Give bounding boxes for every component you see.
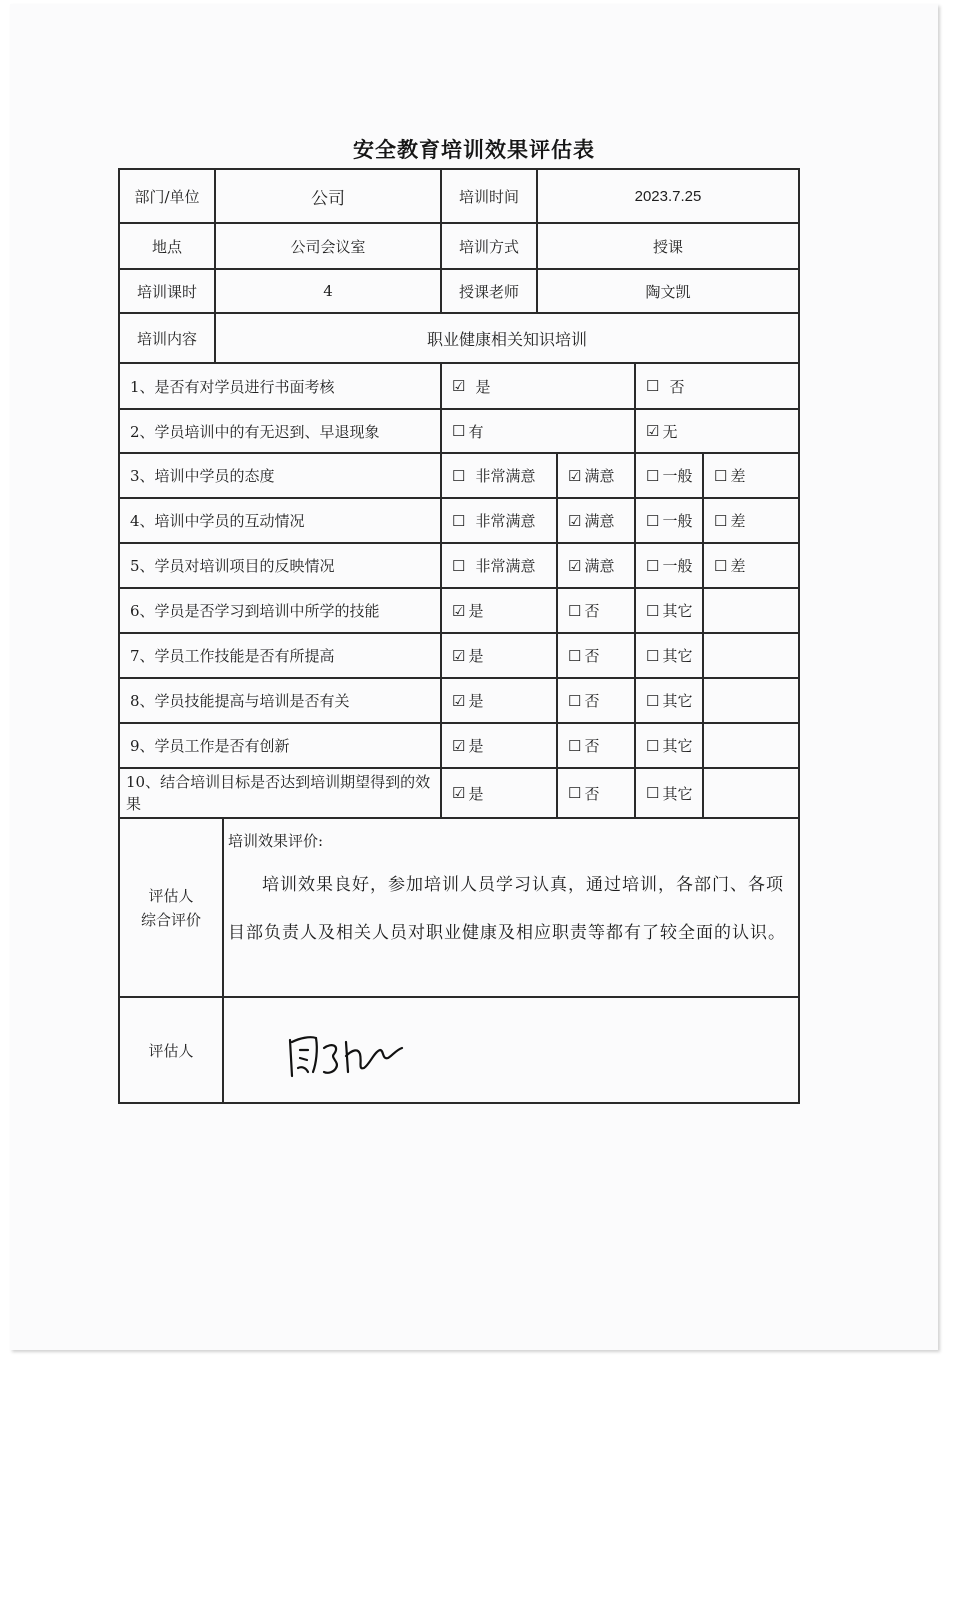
q6-option-other: ☐ 其它 bbox=[646, 601, 693, 620]
question-3: 3、培训中学员的态度 bbox=[130, 467, 275, 485]
teacher-value: 陶文凯 bbox=[645, 282, 691, 301]
q3-option-poor: ☐ 差 bbox=[714, 466, 746, 485]
checkbox-icon: ☐ bbox=[452, 466, 466, 485]
training-time-label: 培训时间 bbox=[458, 187, 519, 206]
q9-option-other: ☐ 其它 bbox=[646, 736, 693, 755]
evaluator-signature bbox=[280, 1028, 410, 1092]
evaluation-label: 评估人 综合评价 bbox=[140, 886, 201, 929]
question-8: 8、学员技能提高与培训是否有关 bbox=[130, 692, 350, 710]
place-value: 公司会议室 bbox=[290, 237, 366, 256]
hours-value: 4 bbox=[323, 282, 333, 300]
checked-box-icon: ☑ bbox=[568, 556, 582, 575]
q4-option-average: ☐ 一般 bbox=[646, 511, 693, 530]
checkbox-icon: ☐ bbox=[568, 691, 582, 710]
checkbox-icon: ☐ bbox=[646, 511, 660, 530]
q4-option-very-satisfied: ☐ 非常满意 bbox=[452, 511, 536, 530]
evaluation-text: 培训效果良好，参加培训人员学习认真，通过培训，各部门、各项目部负责人及相关人员对职业健康及相应职责等都有了较全面的认识。 bbox=[228, 875, 786, 943]
question-4: 4、培训中学员的互动情况 bbox=[130, 512, 305, 530]
checkbox-icon: ☐ bbox=[452, 556, 466, 575]
question-1: 1、是否有对学员进行书面考核 bbox=[130, 377, 335, 396]
checkbox-icon: ☐ bbox=[646, 691, 660, 710]
checked-box-icon: ☑ bbox=[568, 511, 582, 530]
teacher-label: 授课老师 bbox=[458, 282, 519, 301]
content-value: 职业健康相关知识培训 bbox=[426, 329, 587, 349]
question-10: 10、结合培训目标是否达到培训期望得到的效果 bbox=[126, 773, 431, 813]
checked-box-icon: ☑ bbox=[452, 736, 466, 755]
q8-option-other: ☐ 其它 bbox=[646, 691, 693, 710]
q1-option-yes: ☑ 是 bbox=[452, 377, 491, 396]
q5-option-poor: ☐ 差 bbox=[714, 556, 746, 575]
question-9: 9、学员工作是否有创新 bbox=[130, 737, 290, 755]
q5-option-satisfied: ☑ 满意 bbox=[568, 556, 615, 575]
content-label: 培训内容 bbox=[136, 329, 197, 348]
question-5: 5、学员对培训项目的反映情况 bbox=[130, 557, 335, 575]
q8-option-yes: ☑ 是 bbox=[452, 691, 484, 710]
checked-box-icon: ☑ bbox=[452, 377, 466, 395]
checked-box-icon: ☑ bbox=[452, 601, 466, 620]
q5-option-very-satisfied: ☐ 非常满意 bbox=[452, 556, 536, 575]
checkbox-icon: ☐ bbox=[568, 784, 582, 802]
checked-box-icon: ☑ bbox=[452, 646, 466, 665]
q10-option-other: ☐ 其它 bbox=[646, 784, 693, 803]
q5-option-average: ☐ 一般 bbox=[646, 556, 693, 575]
checkbox-icon: ☐ bbox=[714, 511, 728, 530]
handwritten-signature-icon bbox=[280, 1028, 410, 1088]
dept-label: 部门/单位 bbox=[134, 187, 200, 206]
q7-option-yes: ☑ 是 bbox=[452, 646, 484, 665]
checked-box-icon: ☑ bbox=[646, 422, 660, 440]
q2-option-no: ☑ 无 bbox=[646, 422, 678, 441]
checkbox-icon: ☐ bbox=[646, 466, 660, 485]
q4-option-satisfied: ☑ 满意 bbox=[568, 511, 615, 530]
q9-option-no: ☐ 否 bbox=[568, 736, 600, 755]
q8-option-no: ☐ 否 bbox=[568, 691, 600, 710]
training-method-value: 授课 bbox=[652, 237, 683, 256]
question-6: 6、学员是否学习到培训中所学的技能 bbox=[130, 602, 380, 620]
checked-box-icon: ☑ bbox=[452, 691, 466, 710]
checkbox-icon: ☐ bbox=[568, 736, 582, 755]
q3-option-satisfied: ☑ 满意 bbox=[568, 466, 615, 485]
q10-option-yes: ☑ 是 bbox=[452, 784, 484, 803]
checked-box-icon: ☑ bbox=[452, 784, 466, 802]
evaluator-label: 评估人 bbox=[148, 1041, 194, 1060]
dept-value: 公司 bbox=[311, 188, 345, 209]
checkbox-icon: ☐ bbox=[452, 511, 466, 530]
checkbox-icon: ☐ bbox=[714, 466, 728, 485]
q2-option-yes: ☐ 有 bbox=[452, 422, 484, 441]
q10-option-no: ☐ 否 bbox=[568, 784, 600, 803]
checkbox-icon: ☐ bbox=[452, 422, 466, 440]
checkbox-icon: ☐ bbox=[568, 646, 582, 665]
place-label: 地点 bbox=[151, 237, 182, 256]
evaluation-heading: 培训效果评价: bbox=[228, 832, 324, 850]
checkbox-icon: ☐ bbox=[646, 556, 660, 575]
q3-option-average: ☐ 一般 bbox=[646, 466, 693, 485]
checkbox-icon: ☐ bbox=[714, 556, 728, 575]
question-2: 2、学员培训中的有无迟到、早退现象 bbox=[130, 422, 380, 441]
evaluation-section bbox=[228, 830, 793, 957]
checkbox-icon: ☐ bbox=[646, 646, 660, 665]
q7-option-other: ☐ 其它 bbox=[646, 646, 693, 665]
checkbox-icon: ☐ bbox=[646, 601, 660, 620]
q7-option-no: ☐ 否 bbox=[568, 646, 600, 665]
training-time-value: 2023.7.25 bbox=[634, 187, 702, 205]
checked-box-icon: ☑ bbox=[568, 466, 582, 485]
training-method-label: 培训方式 bbox=[458, 237, 519, 256]
form-title: 安全教育培训效果评估表 bbox=[353, 137, 595, 162]
checkbox-icon: ☐ bbox=[646, 784, 660, 802]
q9-option-yes: ☑ 是 bbox=[452, 736, 484, 755]
hours-label: 培训课时 bbox=[136, 282, 197, 301]
q6-option-no: ☐ 否 bbox=[568, 601, 600, 620]
checkbox-icon: ☐ bbox=[646, 377, 660, 395]
checkbox-icon: ☐ bbox=[568, 601, 582, 620]
q4-option-poor: ☐ 差 bbox=[714, 511, 746, 530]
q6-option-yes: ☑ 是 bbox=[452, 601, 484, 620]
q3-option-very-satisfied: ☐ 非常满意 bbox=[452, 466, 536, 485]
checkbox-icon: ☐ bbox=[646, 736, 660, 755]
q1-option-no: ☐ 否 bbox=[646, 377, 685, 396]
question-7: 7、学员工作技能是否有所提高 bbox=[130, 647, 335, 665]
